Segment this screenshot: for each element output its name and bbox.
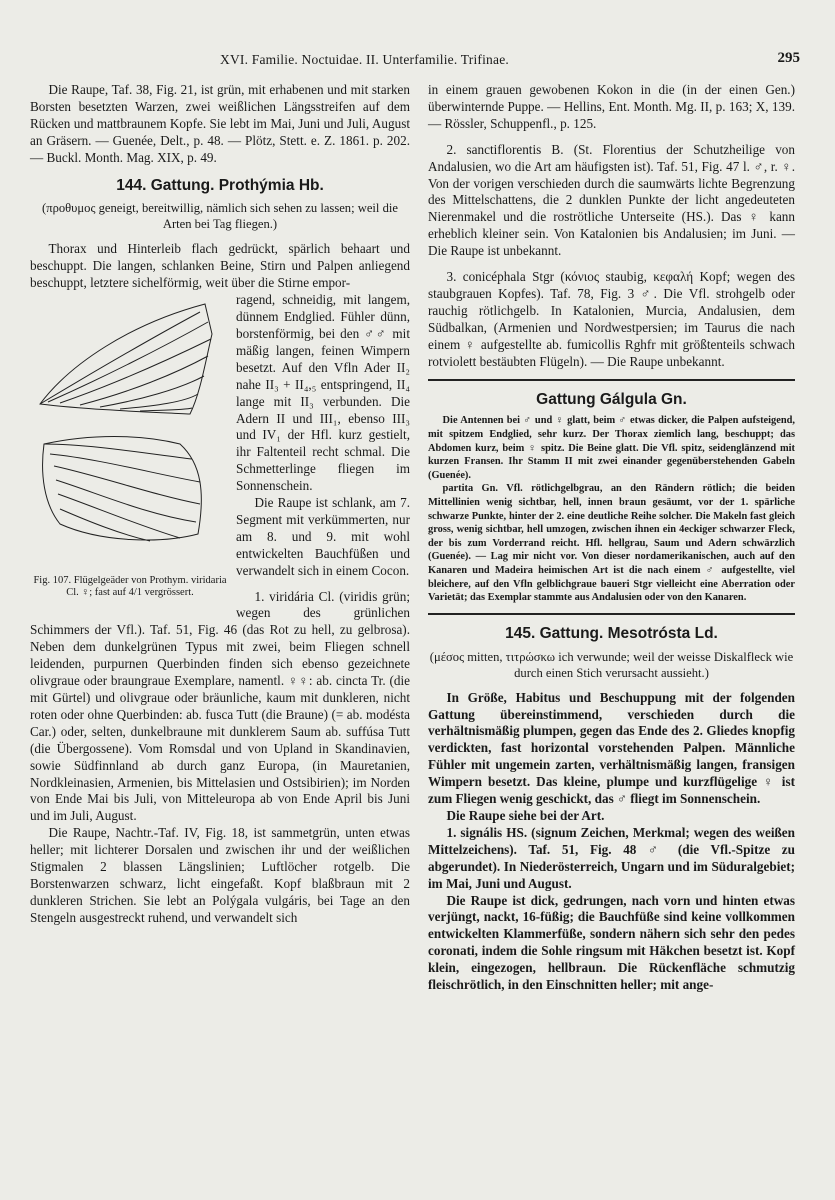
galgula-description: Die Antennen bei ♂ und ♀ glatt, beim ♂ etwas dicker, die Palpen aufsteigend, mit spitzem Endglied, sehr kurz. Der Thorax ziemlich lang, beschuppt; das Abdomen kurz, beim ♀ spitz. Die Beine glatt. Die Vfl. spitz, seidenglänzend mit kurzen Fransen. Ihr Stamm II mit zwei einander gegenüberstehenden Gabeln (Guenée). <box>428 415 795 481</box>
right-column <box>428 82 795 994</box>
genus-heading-galgula: Gattung Gálgula Gn. <box>536 390 687 408</box>
page-number: 295 <box>777 50 800 66</box>
species-conicephala: 3. conicéphala Stgr (κόνιος staubig, κεφαλή Kopf; wegen des staubgrauen Kopfes). Taf. 78, Fig. 3 ♂. Die Vfl. strohgelb oder rauchig rötlichgelb. In Katalonien, Murcia, Andalusien, dem Südbalkan, (Armenien und Nordwestpersien; im Taurus die nach einem ♀ aufgestellte ab. fumicollis Rghfr mit größtenteils schwach rotviolett bestäubten Flügeln). — Die Raupe unbekannt. <box>428 269 795 369</box>
section-divider <box>428 379 795 381</box>
viridaria-raupe: Die Raupe, Nachtr.-Taf. IV, Fig. 18, ist sammetgrün, unten etwas heller; mit lichterer Dorsalen und zwischen ihr und der weißlichen Stigmalen 2 blassen Längslinien; Luftlöcher rotgelb. Die Borstenwarzen schwarz, licht eingefaßt. Kopf blaßbraun mit 2 dunkleren Strichen. Sie lebt an Polýgala vulgáris, bei Tage an den Stengeln ausgestreckt ruhend, und verwandelt sich <box>30 825 410 925</box>
wing-venation-figure <box>30 294 230 604</box>
species-signalis: 1. signális HS. (signum Zeichen, Merkmal; wegen des weißen Mittelzeichens). Taf. 51, Fig. 48 ♂ (die Vfl.-Spitze zu abgerundet). In Niederösterreich, Ungarn und im Süduralgebiet; im Mai, Juni und August. <box>428 824 795 891</box>
figure-caption: Fig. 107. Flügelgeäder von Prothym. viridaria Cl. ♀; fast auf 4/1 vergrössert. <box>33 575 227 599</box>
genus-heading-mesotrosta: 145. Gattung. Mesotrósta Ld. <box>505 624 718 642</box>
genus-description-1: Thorax und Hinterleib flach gedrückt, spärlich behaart und beschuppt. Die langen, schlanken Beine, Stirn und Palpen anliegend beschuppt, letztere sichelförmig, weit über die Stirne empor- <box>30 241 410 291</box>
genus-etymology: (προθυμος geneigt, bereitwillig, nämlich sich sehen zu lassen; weil die Arten bei Tag fliegen.) <box>42 201 398 232</box>
genus-raupe-paragraph: Die Raupe ist schlank, am 7. Segment mit verkümmerten, nur am 8. und 9. mit wohl entwickelten Bauchfüßen und verwandelt sich in einem Cocon. <box>236 495 410 578</box>
species-partita: partita Gn. Vfl. rötlichgelbgrau, an den Rändern rötlich; die beiden Mittellinien wenig sichtbar, hell, innen braun gesäumt, vor der 1. spärliche schwarze Punkte, hinter der 2. eine deutliche Reihe solcher. Die Makeln fast gleich gross, wenig sichtbar, hell umzogen, zwischen ihnen ein 4eckiger schwarzer Fleck, der bis zum Vorderrand reicht. Hfl. hellgrau, Saum und Adern schwärzlich (Guenée). — Lag mir nicht vor. Von dieser nordamerikanischen, auch auf den Kanaren und Madeira heimischen Art ist die nach einem ♂ aufgestellte, viel bleichere, auf den Vfln gelblichgraue baueri Stgr vielleicht eine Aberration oder Varietät; das Exemplar stammte aus Andalusien oder von den Kanaren. <box>428 483 795 604</box>
species-viridaria: 1. viridária Cl. (viridis grün; wegen des grünlichen Schimmers der Vfl.). Taf. 51, Fig. 46 (das Rot zu hell, zu gelbrosa). Neben dem dunkelgrünen Typus mit zwei, beim Fliegen schnell leidenden, purpurnen Querbinden finden sich ebenso gezeichnete olivgraue oder braungraue Exemplare, namentl. ♀♀: ab. cincta Tr. (die mit Gürtel) und olivgraue oder bräunliche, kaum mit dunkleren, nicht roten oder ohne Querbinden: ab. fusca Tutt (die Braune) (= ab. modésta Car.) oder, selten, dunkelbraune mit dunklerem Saum ab. suffúsa Tutt (die Übergossene). Vom Romsdal und von Upland in Skandinavien, sowie Südfinnland ab durch ganz Europa, (in Mauretanien, Nordkleinasien, Armenien, bis Mittelasien und Ostsibirien); im Norden von Ende Mai bis Juli, von Mitteleuropa ab von Ende April bis Juni und im Juli, August. <box>30 588 410 824</box>
wing-venation-icon <box>30 294 230 564</box>
mesotrosta-description: In Größe, Habitus und Beschuppung mit der folgenden Gattung übereinstimmend, verschieden durch die verhältnismäßig plumpen, gegen das Ende des 2. Gliedes knopfig verdickten, fast horizontal vorstehenden Palpen. Männliche Fühler mit ungemein zarten, verhältnismäßig langen, fransigen Wimpern besetzt. Das kleine, plumpe und kurzflügelige ♀ ist zum Fliegen wenig geschickt, das ♂ fliegt im Sonnenschein. <box>428 689 795 807</box>
section-divider-2 <box>428 613 795 615</box>
mesotrosta-raupe-note: Die Raupe siehe bei der Art. <box>446 807 605 823</box>
mesotrosta-etymology: (μέσος mitten, τιτρώσκω ich verwunde; weil der weisse Diskalfleck wie durch einen Stich verursacht aussieht.) <box>429 649 794 680</box>
running-header <box>30 50 800 72</box>
cocoon-paragraph: in einem grauen gewobenen Kokon in die (in der einen Gen.) überwinternde Puppe. — Hellins, Ent. Month. Mg. II, p. 163; X, 139. — Rössler, Schuppenfl., p. 125. <box>428 82 795 131</box>
genus-description-2: ragend, schneidig, mit langem, dünnem Endglied. Fühler dünn, borstenförmig, bei den ♂♂ mit mäßig langen, feinen Wimpern besetzt. Auf den Vfln Ader II₂ nahe II₃ + II₄,₅ entspringend, II₄ lange mit II₃ verbunden. Die Adern II und III₁, ebenso III₃ und IV₁ der Hfl. kurz gestielt, ihr Faltenteil recht schmal. Die Schmetterlinge fliegen im Sonnenschein. <box>236 292 410 494</box>
genus-heading-prothymia: 144. Gattung. Prothýmia Hb. <box>116 176 324 194</box>
signalis-raupe: Die Raupe ist dick, gedrungen, nach vorn und hinten etwas verjüngt, nackt, 16-füßig; die Bauchfüße sind keine vollkommen entwickelten Klammerfüße, sondern nähern sich sehr den pedes coronati, indem die Sohle ringsum mit Häkchen besetzt ist. Kopf klein, eingezogen, hellbraun. Die Rückenfläche schmutzig fleischrötlich, in den Einschnitten heller; mit ange- <box>428 892 795 993</box>
species-sanctiflorentis: 2. sanctiflorentis B. (St. Florentius der Schutzheilige von Andalusien, wo die Art am häufigsten ist). Taf. 51, Fig. 47 l. ♂, r. ♀. Von der vorigen verschieden durch die saumwärts lichte Begrenzung des Mittelschattens, die 2 dunklen Punkte der licht angedeuteten Nierenmakel und die roströtliche Unterseite (HS.). Das ♀ kann erheblich kleiner sein. Von Katalonien bis Andalusien; im Juni. — Die Raupe ist unbekannt. <box>428 141 795 259</box>
raupe-paragraph: Die Raupe, Taf. 38, Fig. 21, ist grün, mit erhabenen und mit starken Borsten besetzten Warzen, zwei weißlichen Längsstreifen auf dem Rücken und mattbraunem Kopfe. Sie lebt im Mai, Juni und Juli, August an Gräsern. — Guenée, Delt., p. 48. — Plötz, Stett. e. Z. 1861. p. 202. — Buckl. Month. Mag. XIX, p. 49. <box>30 82 410 165</box>
left-column <box>30 82 410 927</box>
header-title: XVI. Familie. Noctuidae. II. Unterfamilie. Trifinae. <box>220 52 509 67</box>
